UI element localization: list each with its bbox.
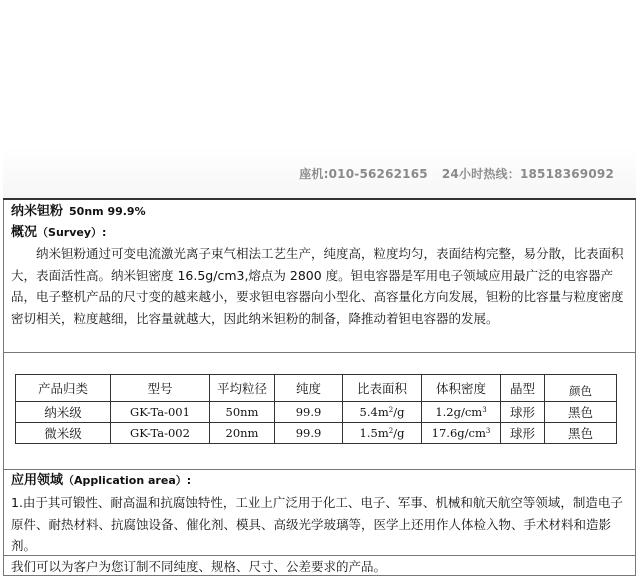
application-heading [3,471,636,491]
header-category: 产品归类 [16,375,111,402]
cell-size: 20nm [210,423,275,444]
header-model: 型号 [111,375,210,402]
cell-crystal: 球形 [501,423,545,444]
cell-color: 黑色 [545,402,617,423]
application-heading-cn: 应用领域 [11,473,64,488]
cell-color: 黑色 [545,423,617,444]
overview-heading [3,223,636,243]
area-value: 5.4m [359,405,389,419]
area-sup: 2 [388,427,394,435]
custom-note: 我们可以为客户为您订制不同纯度、规格、尺寸、公差要求的产品。 [11,559,387,574]
density-value: 17.6g/cm [431,426,486,440]
application-heading-en: （Application area）: [63,474,192,487]
cell-density [422,423,501,444]
phone-label: 座机: [299,167,329,181]
phone-number: 010-56262165 [328,167,428,181]
header-density: 体积密度 [422,375,501,402]
cell-area [343,402,422,423]
header-color: 颜色 [545,375,617,402]
density-value: 1.2g/cm [435,405,483,419]
spec-table-wrap [15,374,617,444]
cell-purity: 99.9 [275,402,343,423]
contact-bar [3,148,636,200]
cell-model: GK-Ta-002 [111,423,210,444]
density-sup: 3 [485,427,491,435]
product-title [3,202,636,222]
area-sup: 2 [388,406,394,414]
header-crystal: 晶型 [501,375,545,402]
area-unit: /g [393,405,405,419]
cell-density [422,402,501,423]
cell-category: 微米级 [16,423,111,444]
product-name: 纳米钽粉 [11,204,64,219]
cell-purity: 99.9 [275,423,343,444]
cell-model: GK-Ta-001 [111,402,210,423]
hotline-label: 24小时热线： [441,167,520,181]
cell-crystal: 球形 [501,402,545,423]
cell-category: 纳米级 [16,402,111,423]
cell-size: 50nm [210,402,275,423]
cell-area [343,423,422,444]
header-purity: 纯度 [275,375,343,402]
contact-line [299,165,614,182]
density-sup: 3 [482,406,487,414]
overview-heading-cn: 概况 [11,225,38,240]
overview-body: 纳米钽粉通过可变电流激光离子束气相法工艺生产，纯度高，粒度均匀，表面结构完整，易分散，比表面积大，表面活性高。纳米钽密度 16.5g/cm3,熔点为 2800 度。钽电容器是军用电子领域应用最广泛的电容器产品，电子整机产品的尺寸变的越来越小，要求钽电容器向小型化、高容量化方向发展，钽粉的比容量与粒度密度密切相关，粒度越细，比容量就越大，因此纳米钽粉的制备，降推动着钽电容器的发展。 [3,243,636,353]
table-header-row [16,375,617,402]
overview-heading-en: （Survey）: [37,226,107,239]
spec-table [15,374,617,444]
header-size: 平均粒径 [210,375,275,402]
application-body: 1.由于其可锻性、耐高温和抗腐蚀特性，工业上广泛用于化工、电子、军事、机械和航天航空等领域，制造电子原件、耐热材料、抗腐蚀设备、催化剂、模具、高级光学玻璃等，医学上还用作人体检入物、手术材料和造影剂。 [3,492,636,556]
hotline-number: 18518369092 [519,167,614,181]
section-divider [3,469,636,470]
product-spec: 50nm 99.9% [69,205,146,218]
table-row [16,402,617,423]
area-value: 1.5m [359,426,389,440]
area-unit: /g [393,426,405,440]
header-area: 比表面积 [343,375,422,402]
table-row [16,423,617,444]
